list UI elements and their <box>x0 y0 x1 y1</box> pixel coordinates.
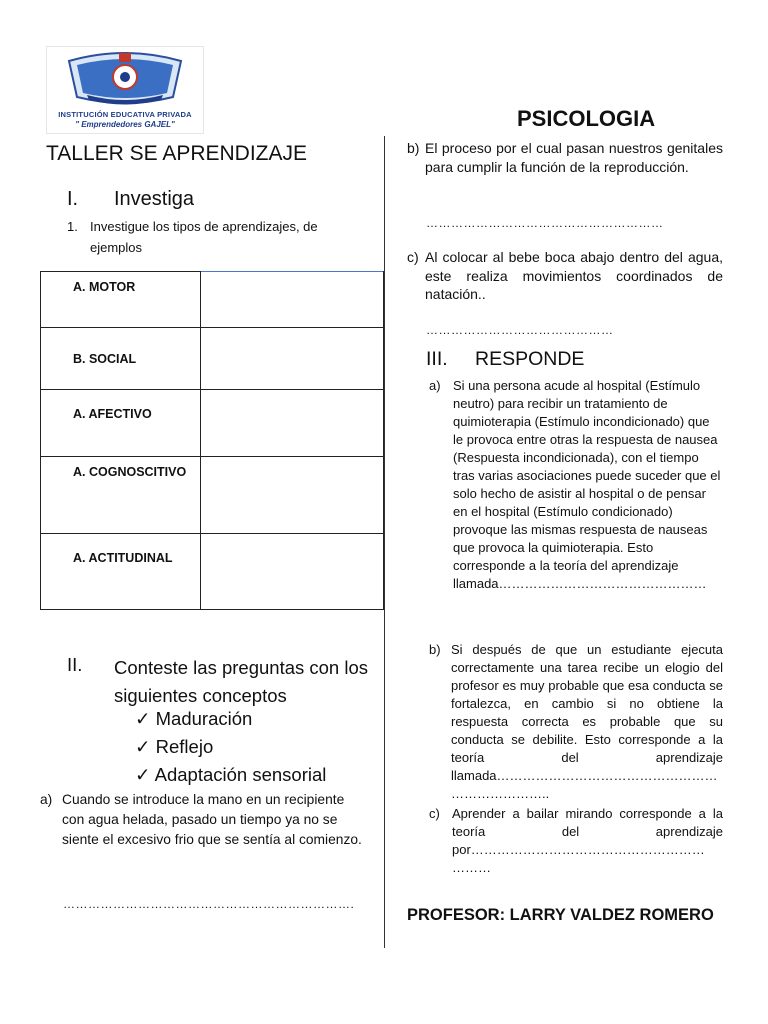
question-text: Aprender a bailar mirando corresponde a la teoría del aprendizaje por……………………………………………… ……… <box>452 806 723 875</box>
question-text: Si una persona acude al hospital (Estímulo neutro) para recibir un tratamiento de quimioterapia (Estímulo incondicionado) que le provoca entre otras la respuesta de nausea (Respuesta incondicionada), con el tiempo tras varias asociaciones puede suceder que el solo hecho de asistir al hospital o de pensar en el hospital (Estímulo condicionado) provoque las mismas respuesta de nauseas que provoca la quimioterapia. Esto corresponde a la teoría del aprendizaje llamada………………………………………… <box>453 378 721 591</box>
answer-cell[interactable] <box>201 534 384 610</box>
school-crest-icon <box>47 47 203 109</box>
question-number: 1. <box>67 219 78 234</box>
question-letter: a) <box>40 792 53 807</box>
concept-item: ✓ Maduración <box>135 708 253 729</box>
table-row <box>41 328 384 390</box>
answer-cell[interactable] <box>201 390 384 457</box>
row-label: A. COGNOSCITIVO <box>41 457 201 534</box>
answer-cell[interactable] <box>201 272 384 328</box>
concept-item: ✓ Adaptación sensorial <box>135 764 327 785</box>
question-text: Al colocar al bebe boca abajo dentro del agua, este realiza movimientos coordinados de natación.. <box>425 249 723 302</box>
answer-blank[interactable]: ………………………………………………… <box>426 216 664 230</box>
question-letter: b) <box>407 140 420 156</box>
question-text: Cuando se introduce la mano en un recipiente con agua helada, pasado un tiempo ya no se siente el excesivo frio que se sentía al comienzo. <box>62 792 362 847</box>
concept-item: ✓ Reflejo <box>135 736 214 757</box>
section1-number: I. <box>67 188 79 210</box>
responde-a <box>429 377 725 621</box>
answer-cell[interactable] <box>201 457 384 534</box>
logo-institution-text: INSTITUCIÓN EDUCATIVA PRIVADA <box>58 110 192 119</box>
question-letter: a) <box>429 378 441 393</box>
answer-blank[interactable]: ……………………………………… <box>426 323 614 337</box>
page-title: TALLER SE APRENDIZAJE <box>46 142 308 165</box>
question-text: Si después de que un estudiante ejecuta correctamente una tarea recibe un elogio del profesor es muy probable que esa conducta se fortalezca, en cambio si no obtiene la respuesta correcta es probable que su conducta se debilite. Esto corresponde a la teoría del aprendizaje llamada…………………………………………… ………………….. <box>451 642 723 801</box>
question-letter: c) <box>407 249 419 265</box>
row-label: A. ACTITUDINAL <box>41 534 201 610</box>
question-b <box>407 139 725 199</box>
answer-cell[interactable] <box>201 328 384 390</box>
section3-number: III. <box>426 348 448 370</box>
responde-c <box>429 805 725 875</box>
responde-b <box>429 641 725 801</box>
question-c <box>407 248 725 308</box>
question-letter: c) <box>429 806 440 821</box>
question-text: El proceso por el cual pasan nuestros genitales para cumplir la función de la reproducción. <box>425 140 723 175</box>
logo-motto-text: " Emprendedores GAJEL" <box>75 120 175 129</box>
school-logo <box>46 46 204 134</box>
section2-title: Conteste las preguntas con los siguientes conceptos <box>114 657 369 706</box>
question-letter: b) <box>429 642 441 657</box>
professor-name: PROFESOR: LARRY VALDEZ ROMERO <box>407 906 714 924</box>
table-row <box>41 457 384 534</box>
answer-blank[interactable]: ……………………………………………………………. <box>63 897 355 911</box>
row-label: A. MOTOR <box>41 272 201 328</box>
row-label: A. AFECTIVO <box>41 390 201 457</box>
column-divider <box>384 136 385 948</box>
table-row <box>41 390 384 457</box>
table-row <box>41 534 384 610</box>
row-label: B. SOCIAL <box>41 328 201 390</box>
section1-title: Investiga <box>114 188 195 210</box>
section3-title: RESPONDE <box>475 348 585 370</box>
learning-types-table <box>40 271 384 610</box>
section2-number: II. <box>67 654 83 675</box>
subject-title: PSICOLOGIA <box>517 106 656 131</box>
question-text: Investigue los tipos de aprendizajes, de ejemplos <box>90 219 318 255</box>
table-row <box>41 272 384 328</box>
